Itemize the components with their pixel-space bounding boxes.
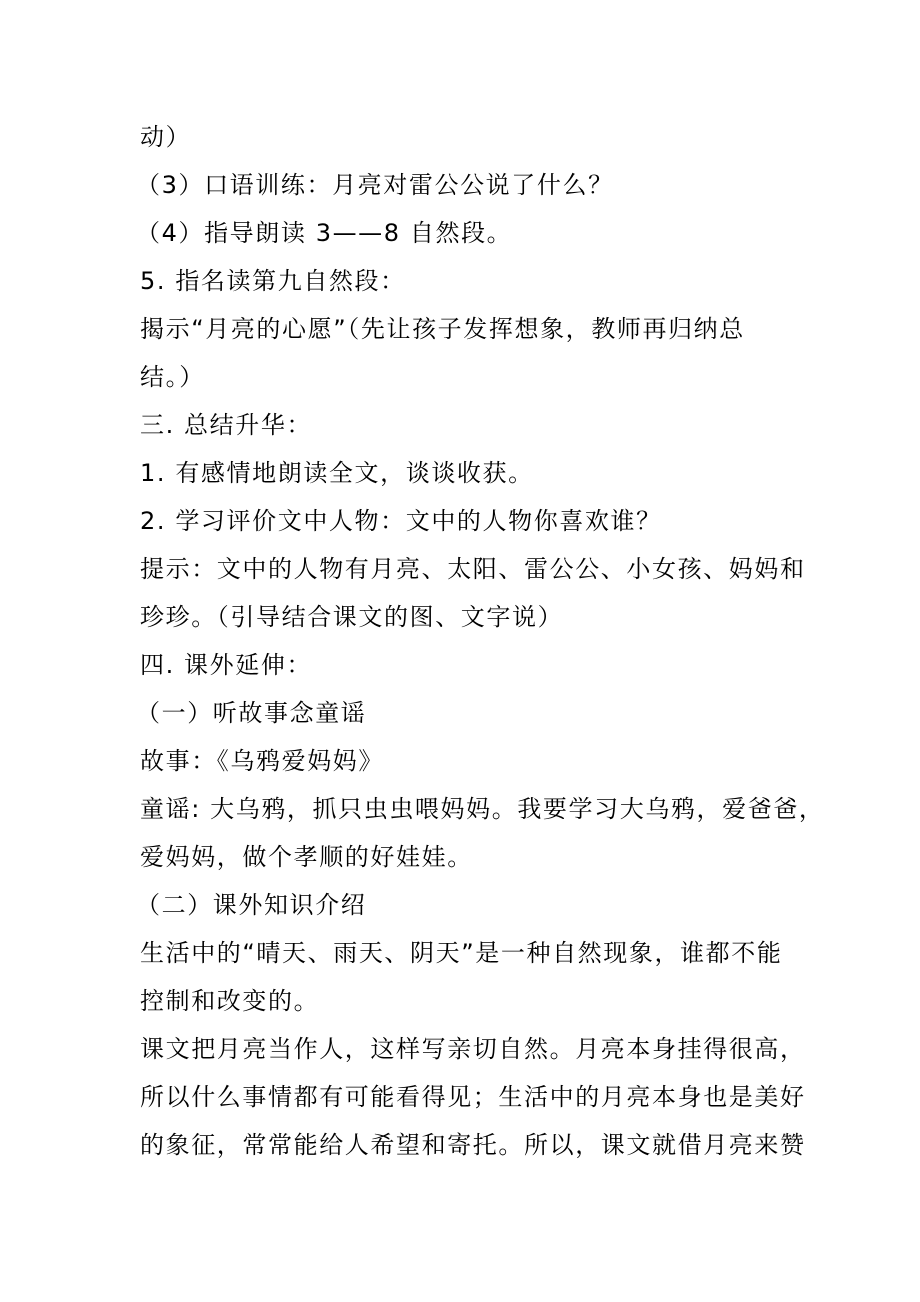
text-line-step-4: （4）指导朗读 3——8 自然段。 (136, 219, 513, 247)
section-heading-summary: 三. 总结升华： (140, 411, 313, 439)
section-heading-extension: 四. 课外延伸： (140, 651, 313, 679)
text-line-reveal-wish: 揭示“月亮的心愿”（先让孩子发挥想象，教师再归纳总 (140, 315, 745, 343)
text-line-rhyme-end: 爱妈妈，做个孝顺的好娃娃。 (140, 843, 473, 871)
text-line-weather-end: 控制和改变的。 (140, 987, 320, 1015)
text-line-step-3: （3）口语训练：月亮对雷公公说了什么？ (136, 171, 614, 199)
text-line-story: 故事：《乌鸦爱妈妈》 (140, 747, 384, 775)
text-line-weather: 生活中的“晴天、雨天、阴天”是一种自然现象，谁都不能 (140, 939, 783, 967)
subheading-story-rhyme: （一）听故事念童谣 (136, 699, 367, 727)
text-line-hint-end: 珍珍。（引导结合课文的图、文字说） (140, 603, 564, 631)
subheading-knowledge: （二）课外知识介绍 (136, 891, 367, 919)
document-page (136, 113, 825, 1169)
text-line-item-5: 5. 指名读第九自然段： (140, 267, 406, 295)
text-line-hint: 提示：文中的人物有月亮、太阳、雷公公、小女孩、妈妈和 (140, 555, 806, 583)
text-line-summary-2: 2. 学习评价文中人物：文中的人物你喜欢谁？ (140, 507, 662, 535)
text-line-moon-3: 的象征，常常能给人希望和寄托。所以，课文就借月亮来赞 (140, 1131, 806, 1159)
text-line-continuation: 动） (140, 123, 192, 151)
text-line-reveal-wish-end: 结。） (140, 363, 205, 391)
text-line-summary-1: 1. 有感情地朗读全文，谈谈收获。 (140, 459, 534, 487)
text-line-rhyme: 童谣: 大乌鸦，抓只虫虫喂妈妈。我要学习大乌鸦，爱爸爸， (140, 795, 825, 823)
text-line-moon-2: 所以什么事情都有可能看得见；生活中的月亮本身也是美好 (140, 1083, 806, 1111)
text-line-moon-1: 课文把月亮当作人，这样写亲切自然。月亮本身挂得很高， (140, 1035, 806, 1063)
